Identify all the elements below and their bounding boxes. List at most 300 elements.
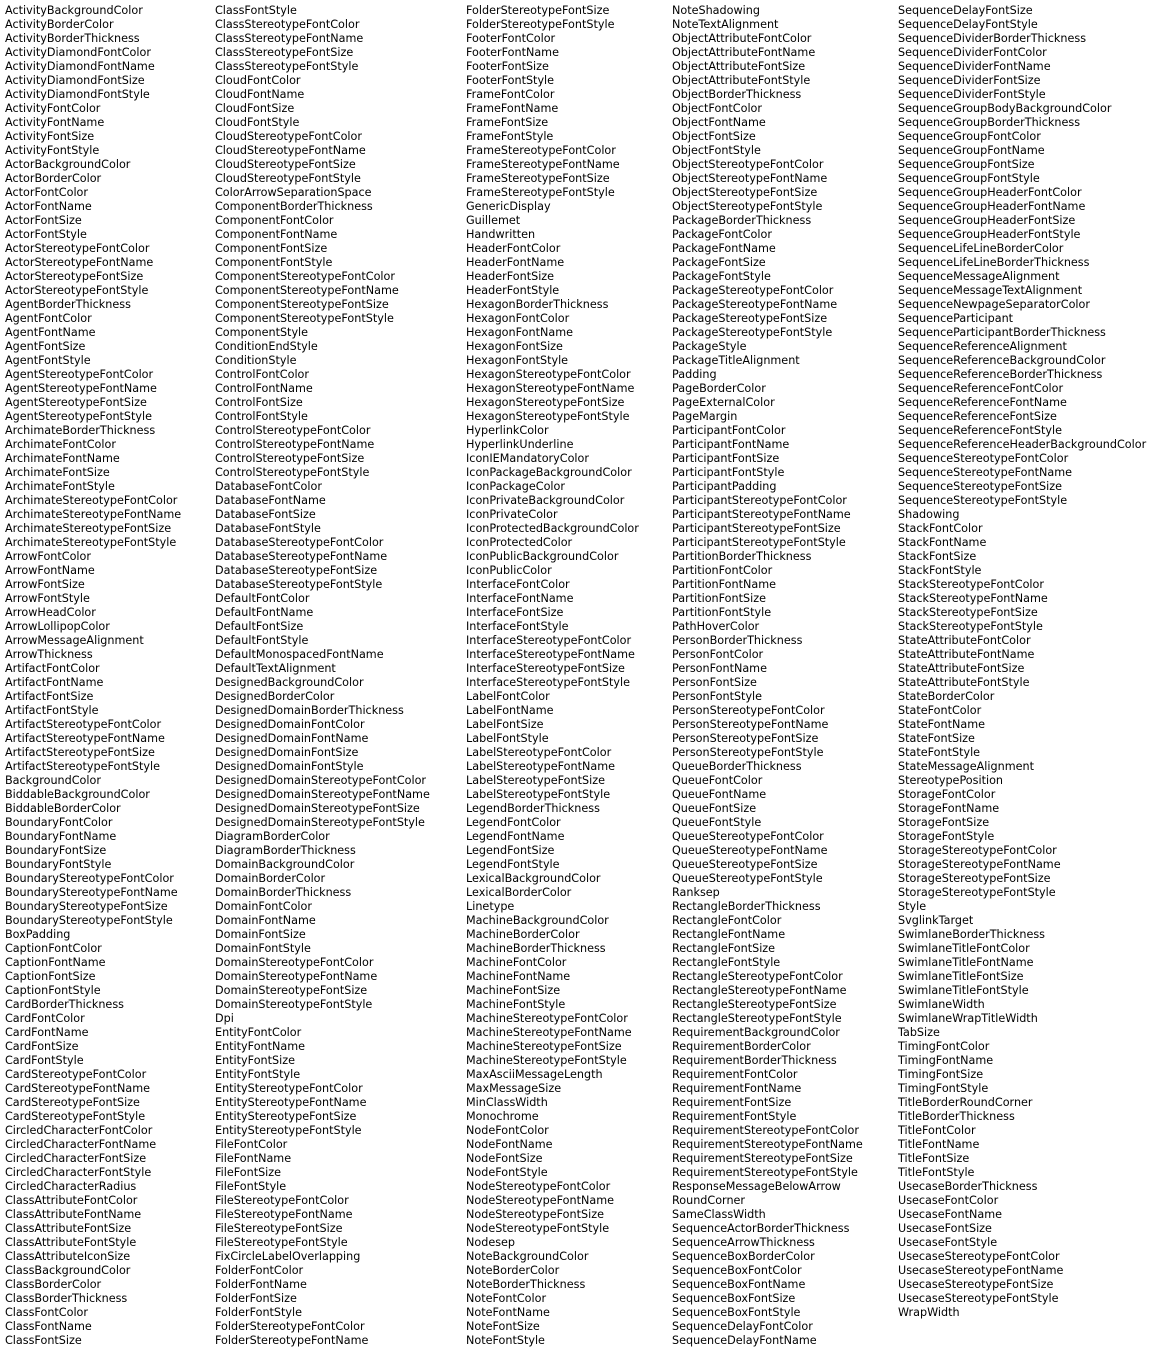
- skinparam-name: TitleFontSize: [898, 1152, 970, 1165]
- skinparam-name: AgentBorderThickness: [5, 298, 131, 311]
- skinparam-name: NoteFontSize: [466, 1320, 540, 1333]
- skinparam-name: ResponseMessageBelowArrow: [672, 1180, 841, 1193]
- skinparam-name: SequenceGroupHeaderFontColor: [898, 186, 1082, 199]
- skinparam-name: MachineFontName: [466, 970, 571, 983]
- skinparam-name: LabelStereotypeFontStyle: [466, 788, 611, 801]
- skinparam-name: FooterFontName: [466, 46, 559, 59]
- skinparam-name: RectangleStereotypeFontSize: [672, 998, 837, 1011]
- skinparam-name: DatabaseStereotypeFontName: [215, 550, 388, 563]
- skinparam-name: FileStereotypeFontColor: [215, 1194, 349, 1207]
- skinparam-name: ArchimateStereotypeFontColor: [5, 494, 178, 507]
- skinparam-name: EntityFontColor: [215, 1026, 302, 1039]
- skinparam-name: ComponentFontName: [215, 228, 338, 241]
- skinparam-name: DatabaseFontStyle: [215, 522, 321, 535]
- skinparam-name: HexagonStereotypeFontColor: [466, 368, 631, 381]
- skinparam-name: PackageFontName: [672, 242, 776, 255]
- skinparam-name: CardBorderThickness: [5, 998, 124, 1011]
- skinparam-name: BackgroundColor: [5, 774, 101, 787]
- skinparam-name: HexagonFontName: [466, 326, 573, 339]
- skinparam-name: DomainFontColor: [215, 900, 312, 913]
- skinparam-name: ParticipantFontSize: [672, 452, 780, 465]
- skinparam-name: ObjectStereotypeFontColor: [672, 158, 824, 171]
- skinparam-name: LabelStereotypeFontColor: [466, 746, 612, 759]
- skinparam-name: QueueFontStyle: [672, 816, 762, 829]
- skinparam-name: ClassBorderColor: [5, 1278, 102, 1291]
- skinparam-name: DefaultMonospacedFontName: [215, 648, 384, 661]
- skinparam-name: Guillemet: [466, 214, 521, 227]
- skinparam-name: SequenceStereotypeFontStyle: [898, 494, 1068, 507]
- skinparam-name: AgentStereotypeFontColor: [5, 368, 154, 381]
- skinparam-name: ComponentFontSize: [215, 242, 328, 255]
- skinparam-name: StorageStereotypeFontSize: [898, 872, 1051, 885]
- skinparam-name: MachineBackgroundColor: [466, 914, 609, 927]
- skinparam-name: ActivityDiamondFontStyle: [5, 88, 150, 101]
- skinparam-name: SequenceReferenceFontName: [898, 396, 1067, 409]
- skinparam-name: AgentStereotypeFontSize: [5, 396, 147, 409]
- skinparam-name: SequenceReferenceFontColor: [898, 382, 1064, 395]
- skinparam-name: FolderFontStyle: [215, 1306, 303, 1319]
- skinparam-name: FrameFontColor: [466, 88, 555, 101]
- skinparam-name: Handwritten: [466, 228, 536, 241]
- skinparam-name: DiagramBorderThickness: [215, 844, 356, 857]
- skinparam-name: ArchimateStereotypeFontStyle: [5, 536, 177, 549]
- skinparam-name: RequirementFontColor: [672, 1068, 798, 1081]
- skinparam-name: UsecaseStereotypeFontColor: [898, 1250, 1060, 1263]
- skinparam-name: EntityFontName: [215, 1040, 306, 1053]
- skinparam-name: ArchimateStereotypeFontSize: [5, 522, 172, 535]
- skinparam-name: ActivityBorderColor: [5, 18, 114, 31]
- skinparam-name: DomainStereotypeFontName: [215, 970, 378, 983]
- skinparam-name: ClassAttributeIconSize: [5, 1250, 131, 1263]
- skinparam-name: QueueBorderThickness: [672, 760, 802, 773]
- skinparam-name: RequirementFontSize: [672, 1096, 792, 1109]
- skinparam-name: FileFontColor: [215, 1138, 288, 1151]
- skinparam-name: PersonFontStyle: [672, 690, 763, 703]
- skinparam-name: DesignedBorderColor: [215, 690, 335, 703]
- skinparam-name: ArchimateFontSize: [5, 466, 110, 479]
- skinparam-name: NoteFontName: [466, 1306, 550, 1319]
- skinparam-name: StateAttributeFontColor: [898, 634, 1031, 647]
- skinparam-name: RequirementStereotypeFontColor: [672, 1124, 859, 1137]
- skinparam-name: BoundaryStereotypeFontName: [5, 886, 178, 899]
- skinparam-name: DomainFontName: [215, 914, 316, 927]
- skinparam-name: UsecaseBorderThickness: [898, 1180, 1038, 1193]
- skinparam-name: DatabaseStereotypeFontColor: [215, 536, 384, 549]
- skinparam-name: SequenceReferenceBorderThickness: [898, 368, 1103, 381]
- skinparam-name: NoteBackgroundColor: [466, 1250, 589, 1263]
- skinparam-name: FrameStereotypeFontColor: [466, 144, 616, 157]
- skinparam-name: RequirementBorderColor: [672, 1040, 811, 1053]
- skinparam-name: SequenceGroupHeaderFontName: [898, 200, 1086, 213]
- skinparam-name: HexagonBorderThickness: [466, 298, 609, 311]
- skinparam-name: ClassFontStyle: [215, 4, 297, 17]
- skinparam-name: FileStereotypeFontName: [215, 1208, 353, 1221]
- skinparam-name: SwimlaneTitleFontColor: [898, 942, 1030, 955]
- skinparam-name: ParticipantFontName: [672, 438, 790, 451]
- skinparam-name: PageExternalColor: [672, 396, 775, 409]
- skinparam-name: DomainFontSize: [215, 928, 306, 941]
- skinparam-name: PersonStereotypeFontSize: [672, 732, 819, 745]
- skinparam-name: NoteBorderThickness: [466, 1278, 586, 1291]
- skinparam-name: ActivityFontSize: [5, 130, 95, 143]
- skinparam-name: SequenceParticipant: [898, 312, 1014, 325]
- skinparam-name: SequenceStereotypeFontSize: [898, 480, 1062, 493]
- skinparam-name: PersonStereotypeFontName: [672, 718, 829, 731]
- skinparam-name: NodeFontName: [466, 1138, 553, 1151]
- skinparam-name: ArtifactFontName: [5, 676, 104, 689]
- skinparam-name: SequenceDividerFontStyle: [898, 88, 1046, 101]
- skinparam-name: SequenceBoxFontSize: [672, 1292, 796, 1305]
- skinparam-name: ClassFontSize: [5, 1334, 82, 1347]
- skinparam-name: StateAttributeFontStyle: [898, 676, 1030, 689]
- skinparam-name: ObjectStereotypeFontName: [672, 172, 828, 185]
- skinparam-name: SequenceDividerBorderThickness: [898, 32, 1087, 45]
- skinparam-name: PersonBorderThickness: [672, 634, 803, 647]
- skinparam-name: SequenceLifeLineBorderThickness: [898, 256, 1090, 269]
- skinparam-name: BiddableBorderColor: [5, 802, 121, 815]
- skinparam-name: FooterFontSize: [466, 60, 549, 73]
- skinparam-name: RoundCorner: [672, 1194, 746, 1207]
- skinparam-name: RequirementStereotypeFontStyle: [672, 1166, 858, 1179]
- skinparam-name: ParticipantPadding: [672, 480, 777, 493]
- skinparam-name: DatabaseStereotypeFontSize: [215, 564, 378, 577]
- skinparam-name: SequenceGroupFontName: [898, 144, 1045, 157]
- skinparam-name: SequenceDelayFontName: [672, 1334, 817, 1347]
- skinparam-name: MaxAsciiMessageLength: [466, 1068, 603, 1081]
- skinparam-name: SequenceReferenceBackgroundColor: [898, 354, 1106, 367]
- skinparam-name: FileStereotypeFontSize: [215, 1222, 343, 1235]
- skinparam-name: NoteBorderColor: [466, 1264, 560, 1277]
- skinparam-name: ComponentFontStyle: [215, 256, 333, 269]
- skinparam-name: QueueStereotypeFontColor: [672, 830, 824, 843]
- skinparam-name: EntityStereotypeFontStyle: [215, 1124, 362, 1137]
- skinparam-name: PersonFontName: [672, 662, 767, 675]
- skinparam-name: CaptionFontSize: [5, 970, 96, 983]
- skinparam-name: TitleBorderRoundCorner: [898, 1096, 1033, 1109]
- skinparam-name: RequirementStereotypeFontSize: [672, 1152, 853, 1165]
- skinparam-name: NoteFontColor: [466, 1292, 547, 1305]
- skinparam-name: ArrowThickness: [5, 648, 93, 661]
- skinparam-name: CardStereotypeFontName: [5, 1082, 150, 1095]
- skinparam-name: ActivityDiamondFontColor: [5, 46, 151, 59]
- skinparam-name: HeaderFontName: [466, 256, 565, 269]
- skinparam-name: ObjectStereotypeFontSize: [672, 186, 818, 199]
- skinparam-name: DomainBorderThickness: [215, 886, 352, 899]
- skinparam-name: ArrowLollipopColor: [5, 620, 110, 633]
- skinparam-name: AgentFontColor: [5, 312, 92, 325]
- skinparam-name: StateMessageAlignment: [898, 760, 1034, 773]
- skinparam-name: SameClassWidth: [672, 1208, 766, 1221]
- skinparam-name: DomainStereotypeFontColor: [215, 956, 374, 969]
- skinparam-name: DesignedDomainFontName: [215, 732, 369, 745]
- skinparam-name: PageBorderColor: [672, 382, 766, 395]
- skinparam-name: ComponentStereotypeFontStyle: [215, 312, 394, 325]
- skinparam-name: ClassAttributeFontSize: [5, 1222, 132, 1235]
- skinparam-name: ActivityDiamondFontName: [5, 60, 155, 73]
- skinparam-name: DesignedDomainFontStyle: [215, 760, 364, 773]
- skinparam-name: ComponentStereotypeFontName: [215, 284, 399, 297]
- skinparam-name: CloudStereotypeFontName: [215, 144, 366, 157]
- skinparam-name: ComponentFontColor: [215, 214, 334, 227]
- skinparam-name: AgentFontStyle: [5, 354, 91, 367]
- skinparam-name: MachineStereotypeFontColor: [466, 1012, 628, 1025]
- skinparam-name: Style: [898, 900, 927, 913]
- skinparam-name: ActivityBackgroundColor: [5, 4, 143, 17]
- skinparam-name: CaptionFontColor: [5, 942, 102, 955]
- skinparam-name: SequenceDelayFontStyle: [898, 18, 1038, 31]
- skinparam-name: FrameFontName: [466, 102, 559, 115]
- skinparam-name: HexagonStereotypeFontStyle: [466, 410, 630, 423]
- skinparam-name: DesignedDomainStereotypeFontSize: [215, 802, 420, 815]
- skinparam-name: UsecaseFontColor: [898, 1194, 999, 1207]
- skinparam-name: ObjectAttributeFontStyle: [672, 74, 811, 87]
- skinparam-name: SequenceMessageTextAlignment: [898, 284, 1083, 297]
- skinparam-name: FrameStereotypeFontName: [466, 158, 620, 171]
- skinparam-name: DefaultFontStyle: [215, 634, 309, 647]
- skinparam-name: StackFontSize: [898, 550, 977, 563]
- skinparam-name: SequenceGroupBodyBackgroundColor: [898, 102, 1112, 115]
- skinparam-name: ArtifactFontStyle: [5, 704, 99, 717]
- skinparam-name: LegendFontSize: [466, 844, 555, 857]
- skinparam-name: ActorBorderColor: [5, 172, 102, 185]
- skinparam-name: HeaderFontStyle: [466, 284, 560, 297]
- skinparam-name: FolderStereotypeFontStyle: [466, 18, 615, 31]
- skinparam-name: HexagonStereotypeFontName: [466, 382, 635, 395]
- skinparam-name: ControlFontSize: [215, 396, 303, 409]
- skinparam-name: ControlFontName: [215, 382, 313, 395]
- skinparam-name: StorageStereotypeFontStyle: [898, 886, 1056, 899]
- skinparam-name: FolderStereotypeFontName: [215, 1334, 369, 1347]
- skinparam-name: QueueFontName: [672, 788, 767, 801]
- skinparam-name: SequenceReferenceHeaderBackgroundColor: [898, 438, 1147, 451]
- skinparam-name: ControlStereotypeFontSize: [215, 452, 365, 465]
- skinparam-name: IconPackageColor: [466, 480, 565, 493]
- skinparam-name: FixCircleLabelOverlapping: [215, 1250, 361, 1263]
- skinparam-name: CardFontStyle: [5, 1054, 84, 1067]
- skinparam-name: InterfaceFontColor: [466, 578, 570, 591]
- skinparam-name: ArrowHeadColor: [5, 606, 96, 619]
- skinparam-name: MachineFontSize: [466, 984, 561, 997]
- skinparam-name: FileFontStyle: [215, 1180, 287, 1193]
- skinparam-name: TimingFontSize: [898, 1068, 984, 1081]
- skinparam-name: ControlFontStyle: [215, 410, 308, 423]
- skinparam-name: SequenceStereotypeFontName: [898, 466, 1072, 479]
- skinparam-name: RectangleBorderThickness: [672, 900, 821, 913]
- skinparam-name: ActorStereotypeFontName: [5, 256, 154, 269]
- skinparam-name: SequenceBoxFontName: [672, 1278, 806, 1291]
- skinparam-name: SequenceDelayFontSize: [898, 4, 1033, 17]
- skinparam-name: EntityStereotypeFontColor: [215, 1082, 363, 1095]
- skinparam-name: SequenceGroupFontStyle: [898, 172, 1040, 185]
- skinparam-name: Dpi: [215, 1012, 234, 1025]
- skinparam-name: SequenceDividerFontSize: [898, 74, 1041, 87]
- skinparam-name: RectangleFontStyle: [672, 956, 781, 969]
- skinparam-name: WrapWidth: [898, 1306, 960, 1319]
- skinparam-name: LegendFontStyle: [466, 858, 560, 871]
- skinparam-name: DomainStereotypeFontStyle: [215, 998, 373, 1011]
- skinparam-name: IconPrivateColor: [466, 508, 558, 521]
- skinparam-name: SequenceGroupFontSize: [898, 158, 1035, 171]
- skinparam-name: ParticipantStereotypeFontColor: [672, 494, 847, 507]
- skinparam-name: ActorFontSize: [5, 214, 82, 227]
- skinparam-name: StateFontSize: [898, 732, 975, 745]
- skinparam-name: ArrowFontSize: [5, 578, 85, 591]
- skinparam-name: RectangleStereotypeFontName: [672, 984, 847, 997]
- skinparam-name: DesignedDomainFontSize: [215, 746, 359, 759]
- skinparam-name: EntityFontStyle: [215, 1068, 301, 1081]
- skinparam-name: LabelFontSize: [466, 718, 544, 731]
- skinparam-name: BiddableBackgroundColor: [5, 788, 150, 801]
- skinparam-name: RectangleFontColor: [672, 914, 782, 927]
- skinparam-name: LabelStereotypeFontSize: [466, 774, 605, 787]
- skinparam-name: NodeStereotypeFontColor: [466, 1180, 611, 1193]
- skinparam-name: ParticipantStereotypeFontSize: [672, 522, 841, 535]
- skinparam-name: MachineStereotypeFontName: [466, 1026, 632, 1039]
- skinparam-name: QueueStereotypeFontName: [672, 844, 828, 857]
- skinparam-name: StackStereotypeFontSize: [898, 606, 1038, 619]
- skinparam-name: ObjectAttributeFontSize: [672, 60, 806, 73]
- skinparam-name: PartitionBorderThickness: [672, 550, 812, 563]
- skinparam-name: SequenceGroupFontColor: [898, 130, 1041, 143]
- skinparam-name: NoteFontStyle: [466, 1334, 545, 1347]
- skinparam-name: ArchimateFontName: [5, 452, 120, 465]
- skinparam-name: StateFontStyle: [898, 746, 981, 759]
- skinparam-name: HeaderFontSize: [466, 270, 555, 283]
- skinparam-name: SequenceGroupBorderThickness: [898, 116, 1081, 129]
- skinparam-name: ArrowFontColor: [5, 550, 91, 563]
- skinparam-name: CardFontSize: [5, 1040, 79, 1053]
- skinparam-name: TimingFontColor: [898, 1040, 990, 1053]
- skinparam-name: DefaultFontColor: [215, 592, 310, 605]
- skinparam-name: FileStereotypeFontStyle: [215, 1236, 348, 1249]
- skinparam-name: ArchimateFontStyle: [5, 480, 115, 493]
- skinparam-name: HexagonFontColor: [466, 312, 570, 325]
- skinparam-name: PathHoverColor: [672, 620, 760, 633]
- skinparam-name: IconPublicColor: [466, 564, 552, 577]
- skinparam-name: FolderFontSize: [215, 1292, 297, 1305]
- skinparam-name: SwimlaneTitleFontStyle: [898, 984, 1029, 997]
- skinparam-name: TitleFontName: [898, 1138, 980, 1151]
- skinparam-name: UsecaseStereotypeFontSize: [898, 1278, 1054, 1291]
- skinparam-name: ActorBackgroundColor: [5, 158, 131, 171]
- skinparam-name: Monochrome: [466, 1110, 539, 1123]
- skinparam-name: DefaultFontName: [215, 606, 314, 619]
- skinparam-name: ClassBackgroundColor: [5, 1264, 131, 1277]
- skinparam-name: MinClassWidth: [466, 1096, 548, 1109]
- skinparam-name: ArtifactFontSize: [5, 690, 94, 703]
- skinparam-name: InterfaceFontName: [466, 592, 574, 605]
- skinparam-name: FolderFontColor: [215, 1264, 304, 1277]
- skinparam-name: InterfaceStereotypeFontSize: [466, 662, 625, 675]
- skinparam-name: BoxPadding: [5, 928, 71, 941]
- skinparam-name: PackageFontColor: [672, 228, 772, 241]
- skinparam-name: Shadowing: [898, 508, 960, 521]
- skinparam-name: ArchimateStereotypeFontName: [5, 508, 182, 521]
- skinparam-name: ClassStereotypeFontSize: [215, 46, 354, 59]
- skinparam-name: MachineBorderThickness: [466, 942, 606, 955]
- skinparam-name: RequirementStereotypeFontName: [672, 1138, 863, 1151]
- skinparam-name: CloudFontSize: [215, 102, 295, 115]
- skinparam-name: StorageFontColor: [898, 788, 996, 801]
- skinparam-name: FrameStereotypeFontStyle: [466, 186, 615, 199]
- skinparam-name: BoundaryStereotypeFontSize: [5, 900, 168, 913]
- skinparam-name: DatabaseFontSize: [215, 508, 316, 521]
- skinparam-name: ArchimateBorderThickness: [5, 424, 156, 437]
- skinparam-name: TabSize: [898, 1026, 940, 1039]
- skinparam-name: CloudFontName: [215, 88, 305, 101]
- skinparam-name: DomainBorderColor: [215, 872, 326, 885]
- skinparam-name: SequenceGroupHeaderFontSize: [898, 214, 1076, 227]
- skinparam-name: ColorArrowSeparationSpace: [215, 186, 372, 199]
- skinparam-name: BoundaryFontStyle: [5, 858, 112, 871]
- skinparam-name: BoundaryFontSize: [5, 844, 107, 857]
- skinparam-name: ActorFontName: [5, 200, 92, 213]
- skinparam-name: ArchimateFontColor: [5, 438, 116, 451]
- skinparam-name: CardStereotypeFontStyle: [5, 1110, 146, 1123]
- skinparam-name: CardStereotypeFontSize: [5, 1096, 140, 1109]
- skinparam-name: CloudStereotypeFontStyle: [215, 172, 361, 185]
- skinparam-name: UsecaseStereotypeFontStyle: [898, 1292, 1059, 1305]
- skinparam-name: RequirementFontStyle: [672, 1110, 797, 1123]
- skinparam-name: ActivityFontColor: [5, 102, 101, 115]
- skinparam-name: ClassStereotypeFontStyle: [215, 60, 359, 73]
- skinparam-name: FileFontSize: [215, 1166, 282, 1179]
- skinparam-name: DatabaseStereotypeFontStyle: [215, 578, 383, 591]
- skinparam-name: InterfaceStereotypeFontColor: [466, 634, 632, 647]
- skinparam-name: StateFontName: [898, 718, 985, 731]
- skinparam-name: SvglinkTarget: [898, 914, 974, 927]
- skinparam-name: SequenceDividerFontName: [898, 60, 1051, 73]
- skinparam-name: ObjectFontColor: [672, 102, 763, 115]
- skinparam-name: HyperlinkColor: [466, 424, 549, 437]
- skinparam-name: LegendBorderThickness: [466, 802, 600, 815]
- skinparam-name: ObjectStereotypeFontStyle: [672, 200, 823, 213]
- skinparam-name: CloudFontColor: [215, 74, 301, 87]
- skinparam-name: FrameFontStyle: [466, 130, 554, 143]
- skinparam-name: ParticipantFontColor: [672, 424, 786, 437]
- skinparam-name: TitleFontStyle: [898, 1166, 975, 1179]
- skinparam-name: ArtifactFontColor: [5, 662, 100, 675]
- skinparam-name: ClassAttributeFontStyle: [5, 1236, 137, 1249]
- column-5: [898, 4, 1146, 1320]
- skinparam-name: ActorFontStyle: [5, 228, 87, 241]
- skinparam-name: PartitionFontName: [672, 578, 776, 591]
- skinparam-name: SequenceDelayFontColor: [672, 1320, 813, 1333]
- skinparam-name: IconPrivateBackgroundColor: [466, 494, 625, 507]
- skinparam-name: ControlStereotypeFontStyle: [215, 466, 370, 479]
- skinparam-name: MachineBorderColor: [466, 928, 580, 941]
- skinparam-name: RectangleFontName: [672, 928, 786, 941]
- skinparam-name: Ranksep: [672, 886, 720, 899]
- skinparam-name: LabelFontStyle: [466, 732, 549, 745]
- skinparam-name: ParticipantFontStyle: [672, 466, 785, 479]
- skinparam-name: SwimlaneTitleFontName: [898, 956, 1034, 969]
- skinparam-name: PartitionFontStyle: [672, 606, 772, 619]
- skinparam-name: AgentFontSize: [5, 340, 86, 353]
- skinparam-name: CardFontName: [5, 1026, 89, 1039]
- skinparam-name: ObjectFontStyle: [672, 144, 761, 157]
- skinparam-name: QueueStereotypeFontSize: [672, 858, 818, 871]
- skinparam-name: LabelFontColor: [466, 690, 550, 703]
- skinparam-name: CircledCharacterFontSize: [5, 1152, 147, 1165]
- skinparam-name: RequirementFontName: [672, 1082, 802, 1095]
- skinparam-name: FrameStereotypeFontSize: [466, 172, 610, 185]
- skinparam-name: CaptionFontName: [5, 956, 106, 969]
- skinparam-name: CircledCharacterFontName: [5, 1138, 157, 1151]
- skinparam-name: ActivityBorderThickness: [5, 32, 140, 45]
- skinparam-name: ArtifactStereotypeFontStyle: [5, 760, 160, 773]
- skinparam-name: BoundaryFontColor: [5, 816, 113, 829]
